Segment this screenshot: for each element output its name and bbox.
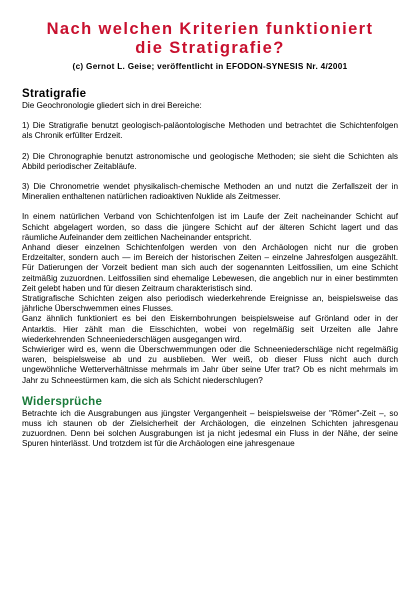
- paragraph-schwieriger: Schwieriger wird es, wenn die Überschwemmungen oder die Schneeniederschläge nicht regelmäßig waren, beispielsweise ab und zu ausblieben. Wer weiß, ob dieser Fluss nicht auch durch ungewöhnliche Wetterverhältnisse mehrmals im Jahr über seine Ufer trat? Ob es nicht mehrmals im Jahr zu Schneestürmen kam, die sich als Schicht niederschlugen?: [22, 345, 398, 385]
- list-item-chronographie: 2) Die Chronographie benutzt astronomische und geologische Methoden; sie sieht die Schichten als Abbild periodischer Zeitabläufe.: [22, 151, 398, 171]
- document-title: [22, 20, 398, 58]
- paragraph-leitfossilien: Anhand dieser einzelnen Schichtenfolgen werden von den Archäologen nicht nur die groben Erdzeitalter, sondern auch — im Bereich der historischen Zeiten – einzelne Jahresfolgen ausgezählt. Für Datierungen der Vorzeit bedient man sich auch der sogenannten Leitfossilien, um eine Schicht zeitmäßig zuzuordnen. Leitfossilien sind ehemalige Lebewesen, die angeblich nur in einer bestimmten Zeit gelebt haben und für diesen Zeitraum charakteristisch sind.: [22, 243, 398, 293]
- document-page: [22, 20, 398, 450]
- paragraph-ereignisse: Stratigrafische Schichten zeigen also periodisch wiederkehrende Ereignisse an, beispielsweise das jährliche Überschwemmen eines Flusses.: [22, 294, 398, 314]
- title-line-1: Nach welchen Kriterien funktioniert: [46, 20, 374, 38]
- list-item-stratigrafie: 1) Die Stratigrafie benutzt geologisch-paläontologische Methoden und betrachtet die Schichtenfolgen als Chronik erfüllter Erdzeit.: [22, 121, 398, 141]
- byline: (c) Gernot L. Geise; veröffentlicht in EFODON-SYNESIS Nr. 4/2001: [72, 62, 348, 71]
- section-heading-widersprueche: Widersprüche: [22, 395, 103, 408]
- intro-paragraph: Die Geochronologie gliedert sich in drei Bereiche:: [22, 101, 202, 110]
- paragraph-eiskernbohrungen: Ganz ähnlich funktioniert es bei den Eiskernbohrungen beispielsweise auf Grönland oder in der Antarktis. Hier zählt man die Eisschichten, wobei von regelmäßig seit Urzeiten alle Jahre wiederkehrenden Schneeniederschlägen ausgegangen wird.: [22, 314, 398, 344]
- paragraph-schichtenfolgen: In einem natürlichen Verband von Schichtenfolgen ist im Laufe der Zeit nacheinander Schicht auf Schicht abgelagert worden, so dass die jüngere Schicht auf der älteren Schicht lagert und das räumliche Aufeinander dem zeitlichen Nacheinander entspricht.: [22, 212, 398, 242]
- paragraph-ausgrabungen: Betrachte ich die Ausgrabungen aus jüngster Vergangenheit – beispielsweise der "Römer"-Zeit –, so muss ich staunen ob der Zielsicherheit der Archäologen, die einzelnen Schichten jahresgenau zuzuordnen. Denn bei solchen Ausgrabungen ist ja nicht jedesmal ein Fluss in der Nähe, der seine Spuren hinterlässt. Und trotzdem ist für die Archäologen eine jahresgenaue: [22, 408, 398, 449]
- list-item-chronometrie: 3) Die Chronometrie wendet physikalisch-chemische Methoden an und nutzt die Zerfallszeit der in Mineralien enthaltenen natürlichen radioaktiven Nuklide als Zeitmesser.: [22, 182, 398, 202]
- section-heading-stratigrafie: Stratigrafie: [22, 88, 87, 100]
- title-line-2: die Stratigrafie?: [135, 39, 285, 57]
